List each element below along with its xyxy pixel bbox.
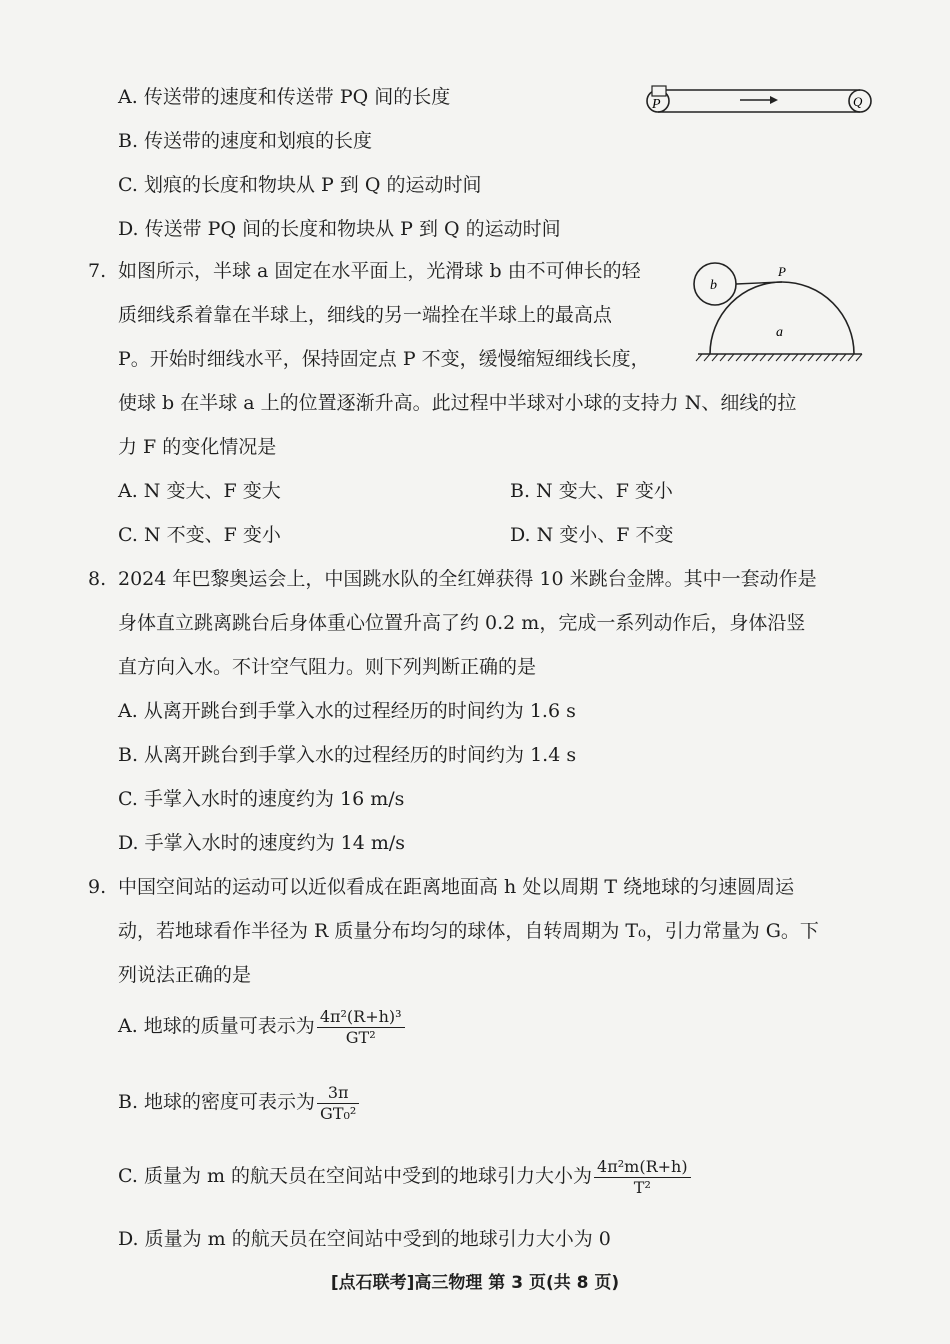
- q8-line-1: 2024 年巴黎奥运会上，中国跳水队的全红婵获得 10 米跳台金牌。其中一套动作是: [118, 568, 817, 590]
- q6-option-b: B. 传送带的速度和划痕的长度: [118, 130, 373, 152]
- q9-line-2: 动，若地球看作半径为 R 质量分布均匀的球体，自转周期为 T₀，引力常量为 G。下: [118, 920, 819, 942]
- density-fraction: [317, 1083, 359, 1124]
- q6-option-d: D. 传送带 PQ 间的长度和物块从 P 到 Q 的运动时间: [118, 218, 561, 240]
- q7-line-2: 质细线系着靠在半球上，细线的另一端拴在半球上的最高点: [118, 304, 613, 326]
- q9-line-1: 中国空间站的运动可以近似看成在距离地面高 h 处以周期 T 绕地球的匀速圆周运: [118, 876, 795, 898]
- q8-number: 8.: [88, 568, 107, 590]
- force-numerator: 4π²m(R+h): [594, 1157, 691, 1178]
- q6-option-a: A. 传送带的速度和传送带 PQ 间的长度: [118, 86, 451, 108]
- q9-option-b: [118, 1080, 359, 1124]
- force-denominator: T²: [633, 1177, 651, 1197]
- q8-option-a: A. 从离开跳台到手掌入水的过程经历的时间约为 1.6 s: [118, 700, 576, 722]
- q8-option-d: D. 手掌入水时的速度约为 14 m/s: [118, 832, 406, 854]
- q9-option-c-text: C. 质量为 m 的航天员在空间站中受到的地球引力大小为: [118, 1165, 593, 1187]
- conveyor-label-q: Q: [853, 94, 863, 109]
- q7-option-b: B. N 变大、F 变小: [510, 480, 673, 502]
- q6-option-c: C. 划痕的长度和物块从 P 到 Q 的运动时间: [118, 174, 482, 196]
- force-fraction: [594, 1157, 691, 1198]
- q7-line-1: 如图所示，半球 a 固定在水平面上，光滑球 b 由不可伸长的轻: [118, 260, 641, 282]
- q9-option-d: D. 质量为 m 的航天员在空间站中受到的地球引力大小为 0: [118, 1228, 611, 1250]
- q9-option-b-text: B. 地球的密度可表示为: [118, 1091, 316, 1113]
- hemisphere-figure: [690, 252, 870, 364]
- q7-option-c: C. N 不变、F 变小: [118, 524, 281, 546]
- hemisphere-a-label: a: [776, 325, 783, 340]
- q7-number: 7.: [88, 260, 107, 282]
- q9-option-a: [118, 1004, 405, 1048]
- q7-option-d: D. N 变小、F 不变: [510, 524, 674, 546]
- q9-option-a-text: A. 地球的质量可表示为: [118, 1015, 315, 1037]
- q8-line-3: 直方向入水。不计空气阻力。则下列判断正确的是: [118, 656, 537, 678]
- q7-line-5: 力 F 的变化情况是: [118, 436, 277, 458]
- conveyor-belt-figure: [640, 82, 880, 122]
- q8-line-2: 身体直立跳离跳台后身体重心位置升高了约 0.2 m，完成一系列动作后，身体沿竖: [118, 612, 806, 634]
- point-p-label: P: [778, 264, 786, 279]
- mass-numerator: 4π²(R+h)³: [317, 1007, 405, 1028]
- mass-fraction: [317, 1007, 405, 1048]
- q8-option-b: B. 从离开跳台到手掌入水的过程经历的时间约为 1.4 s: [118, 744, 577, 766]
- q7-line-4: 使球 b 在半球 a 上的位置逐渐升高。此过程中半球对小球的支持力 N、细线的拉: [118, 392, 797, 414]
- density-denominator: GT₀²: [320, 1103, 357, 1123]
- conveyor-label-p: P: [652, 97, 661, 112]
- q9-number: 9.: [88, 876, 107, 898]
- q8-option-c: C. 手掌入水时的速度约为 16 m/s: [118, 788, 405, 810]
- density-numerator: 3π: [317, 1083, 359, 1104]
- q9-option-c: [118, 1154, 691, 1198]
- page-footer: [点石联考]高三物理 第 3 页(共 8 页): [330, 1273, 620, 1293]
- q9-line-3: 列说法正确的是: [118, 964, 252, 986]
- mass-denominator: GT²: [345, 1027, 376, 1047]
- ball-b-label: b: [710, 278, 717, 293]
- q7-line-3: P。开始时细线水平，保持固定点 P 不变，缓慢缩短细线长度，: [118, 348, 650, 370]
- q7-option-a: A. N 变大、F 变大: [118, 480, 281, 502]
